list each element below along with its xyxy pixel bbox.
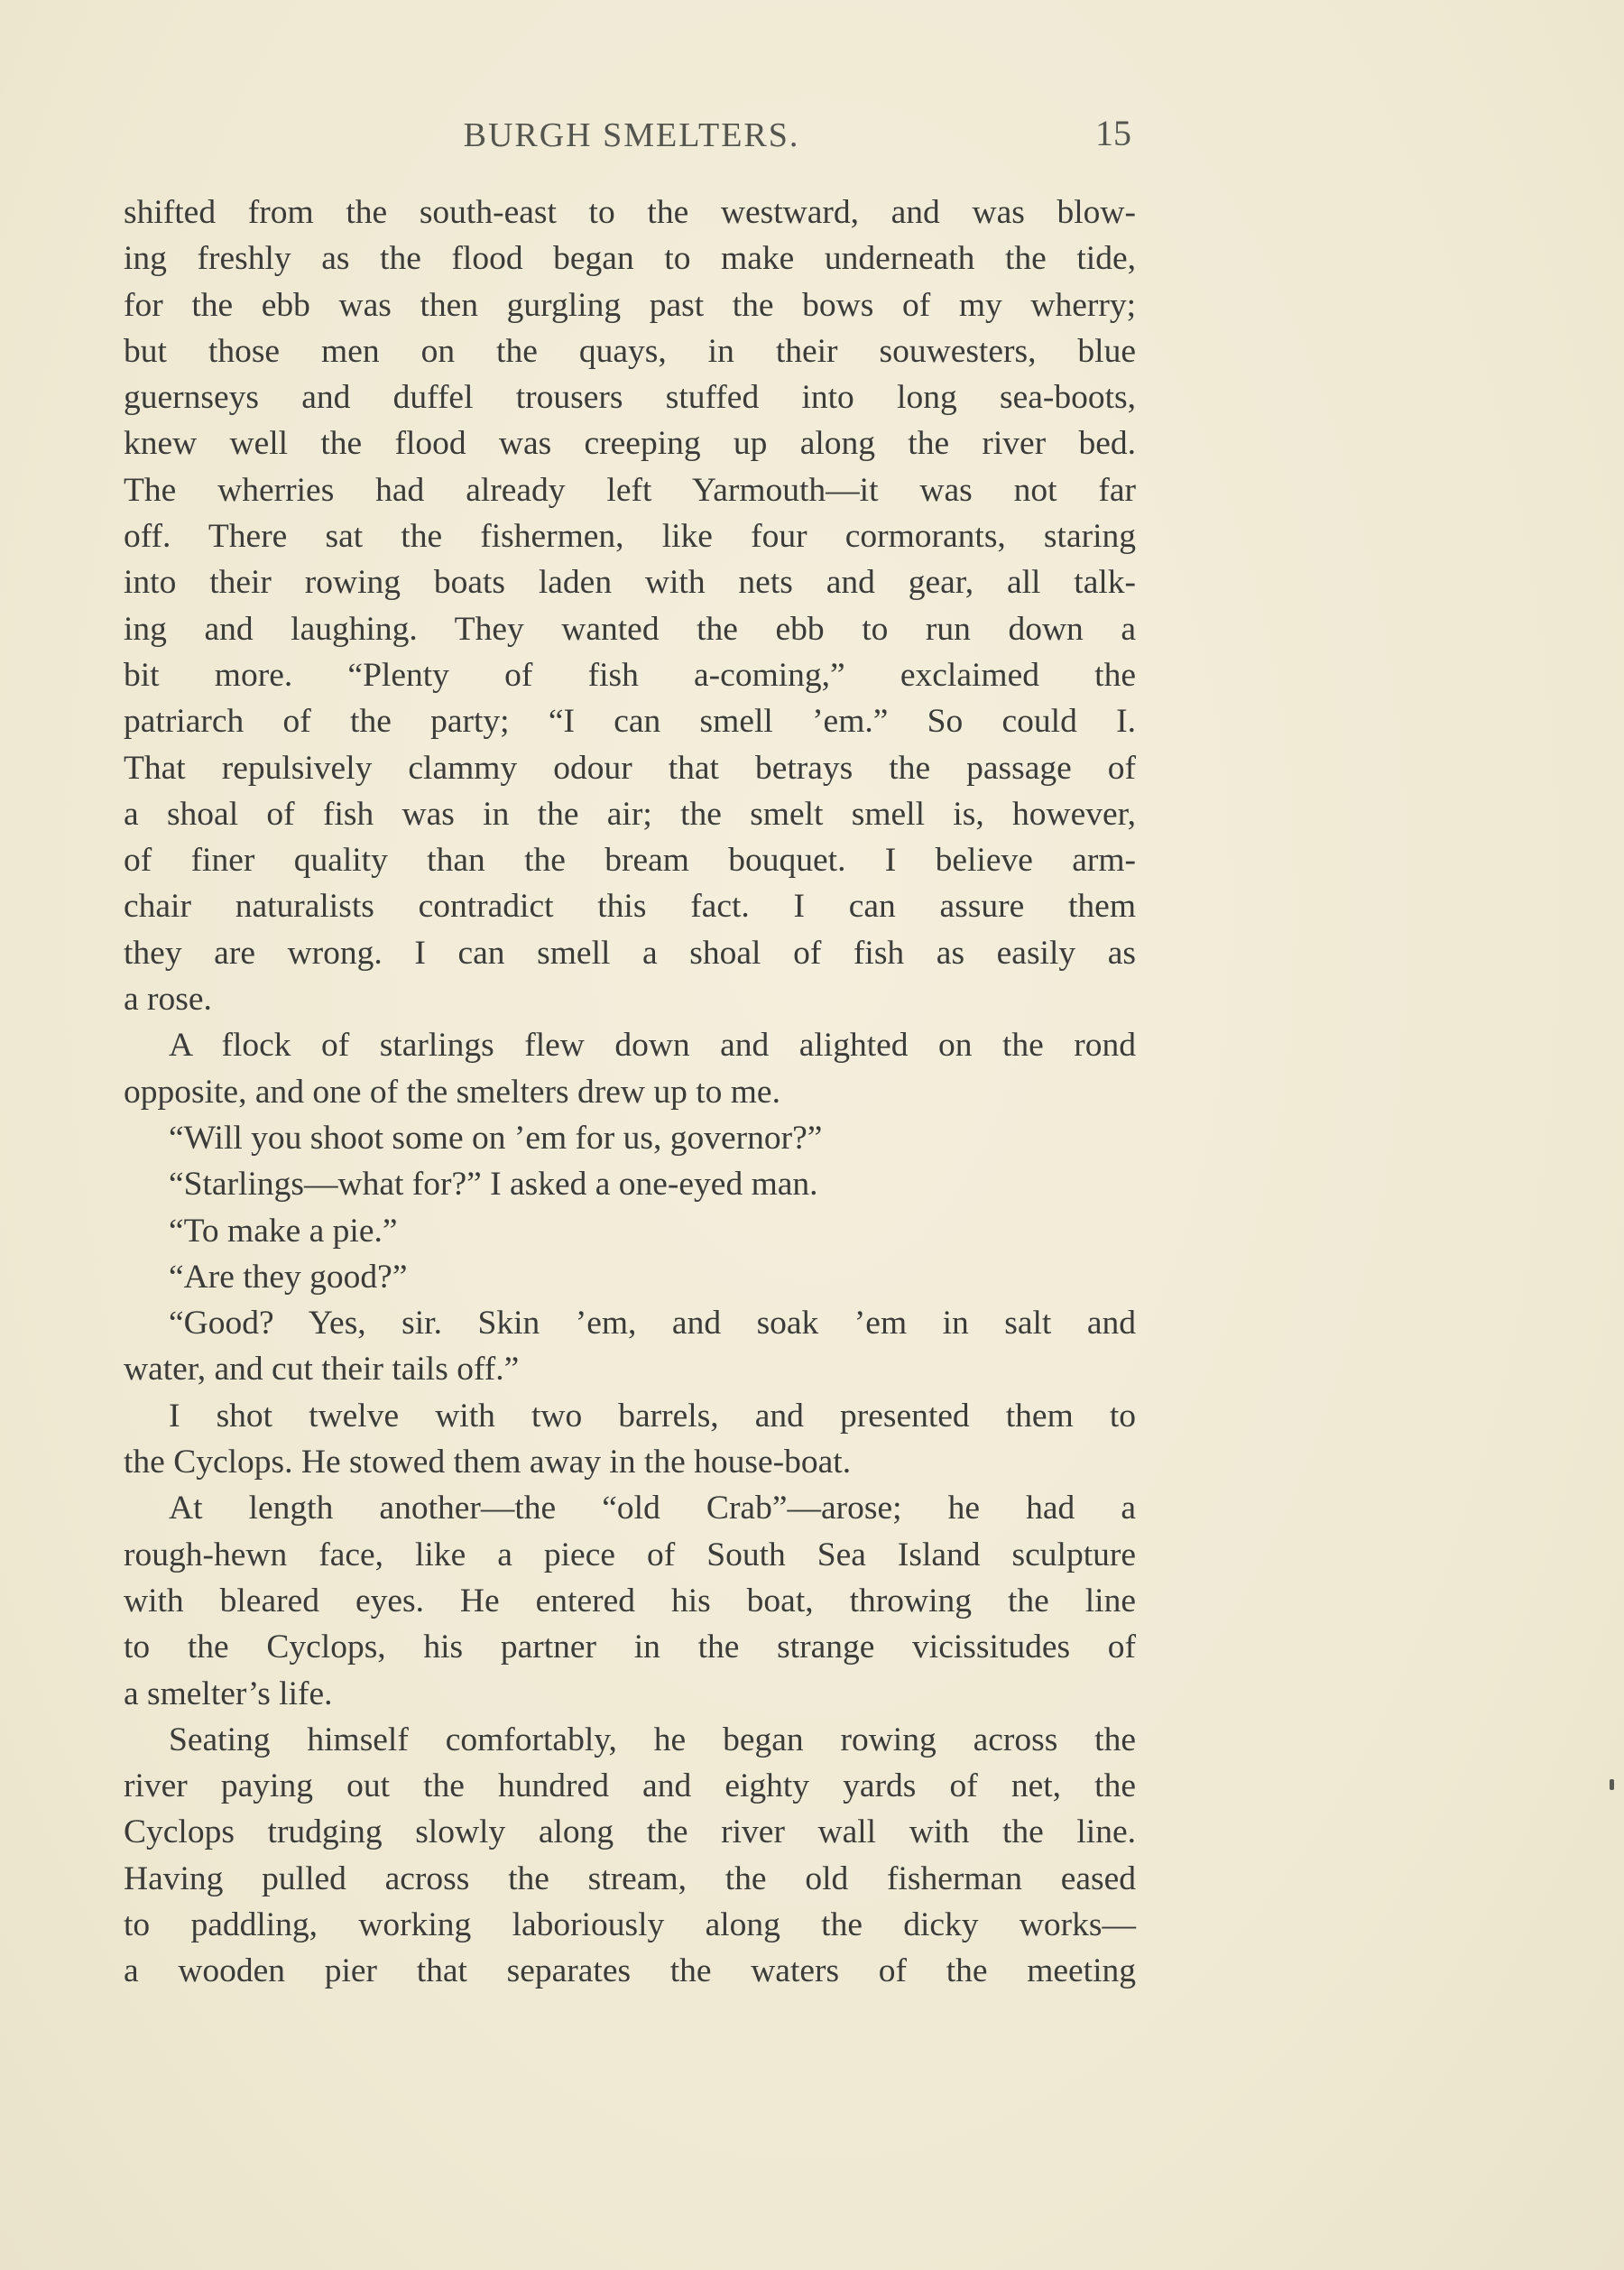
body-text bbox=[124, 189, 1136, 1995]
text-line: of finer quality than the bream bouquet. I believe arm- bbox=[124, 842, 1136, 880]
running-head bbox=[0, 112, 1624, 157]
text-line: opposite, and one of the smelters drew up to me. bbox=[124, 1073, 780, 1111]
text-line: a rose. bbox=[124, 981, 212, 1019]
text-line: off. There sat the fishermen, like four cormorants, staring bbox=[124, 518, 1136, 556]
text-line: Having pulled across the stream, the old fisherman eased bbox=[124, 1859, 1136, 1897]
text-line: “Are they good?” bbox=[169, 1258, 408, 1296]
page-number: 15 bbox=[1095, 113, 1131, 153]
text-line: “To make a pie.” bbox=[169, 1212, 398, 1250]
text-line: A flock of starlings flew down and alighted on the rond bbox=[169, 1027, 1136, 1065]
text-line: a wooden pier that separates the waters of the meeting bbox=[124, 1952, 1136, 1990]
text-line: to paddling, working laboriously along the dicky works— bbox=[124, 1906, 1136, 1943]
text-line: “Starlings—what for?” I asked a one-eyed man. bbox=[169, 1166, 818, 1204]
text-line: chair naturalists contradict this fact. I can assure them bbox=[124, 888, 1136, 926]
running-title: BURGH SMELTERS. bbox=[463, 116, 800, 154]
text-line: I shot twelve with two barrels, and presented them to bbox=[169, 1397, 1136, 1435]
text-line: The wherries had already left Yarmouth—it was not far bbox=[124, 471, 1136, 509]
text-line: Seating himself comfortably, he began rowing across the bbox=[169, 1721, 1136, 1758]
text-line: Cyclops trudging slowly along the river wall with the line. bbox=[124, 1813, 1136, 1851]
text-line: but those men on the quays, in their souwesters, blue bbox=[124, 332, 1136, 370]
text-line: a smelter’s life. bbox=[124, 1675, 333, 1712]
text-line: to the Cyclops, his partner in the strange vicissitudes of bbox=[124, 1629, 1136, 1666]
text-line: patriarch of the party; “I can smell ’em.” So could I. bbox=[124, 703, 1136, 741]
text-line: ing and laughing. They wanted the ebb to run down a bbox=[124, 610, 1136, 648]
text-line: knew well the flood was creeping up along the river bed. bbox=[124, 425, 1136, 463]
text-line: bit more. “Plenty of fish a-coming,” exclaimed the bbox=[124, 656, 1136, 694]
text-line: guernseys and duffel trousers stuffed into long sea-boots, bbox=[124, 379, 1136, 417]
text-line: “Good? Yes, sir. Skin ’em, and soak ’em in salt and bbox=[169, 1305, 1136, 1343]
text-line: a shoal of fish was in the air; the smelt smell is, however, bbox=[124, 795, 1136, 833]
text-line: into their rowing boats laden with nets and gear, all talk- bbox=[124, 564, 1136, 602]
margin-speck bbox=[1610, 1779, 1614, 1790]
text-line: “Will you shoot some on ’em for us, governor?” bbox=[169, 1119, 823, 1157]
text-line: they are wrong. I can smell a shoal of fish as easily as bbox=[124, 934, 1136, 972]
text-line: shifted from the south-east to the westward, and was blow- bbox=[124, 194, 1136, 231]
text-line: At length another—the “old Crab”—arose; he had a bbox=[169, 1490, 1136, 1527]
text-line: for the ebb was then gurgling past the bows of my wherry; bbox=[124, 286, 1136, 324]
text-line: ing freshly as the flood began to make underneath the tide, bbox=[124, 240, 1136, 278]
text-line: the Cyclops. He stowed them away in the house-boat. bbox=[124, 1444, 852, 1481]
text-line: water, and cut their tails off.” bbox=[124, 1351, 520, 1389]
text-line: rough-hewn face, like a piece of South Sea Island sculpture bbox=[124, 1536, 1136, 1573]
text-line: with bleared eyes. He entered his boat, throwing the line bbox=[124, 1582, 1136, 1619]
text-line: river paying out the hundred and eighty yards of net, the bbox=[124, 1767, 1136, 1805]
text-line: That repulsively clammy odour that betrays the passage of bbox=[124, 749, 1136, 787]
